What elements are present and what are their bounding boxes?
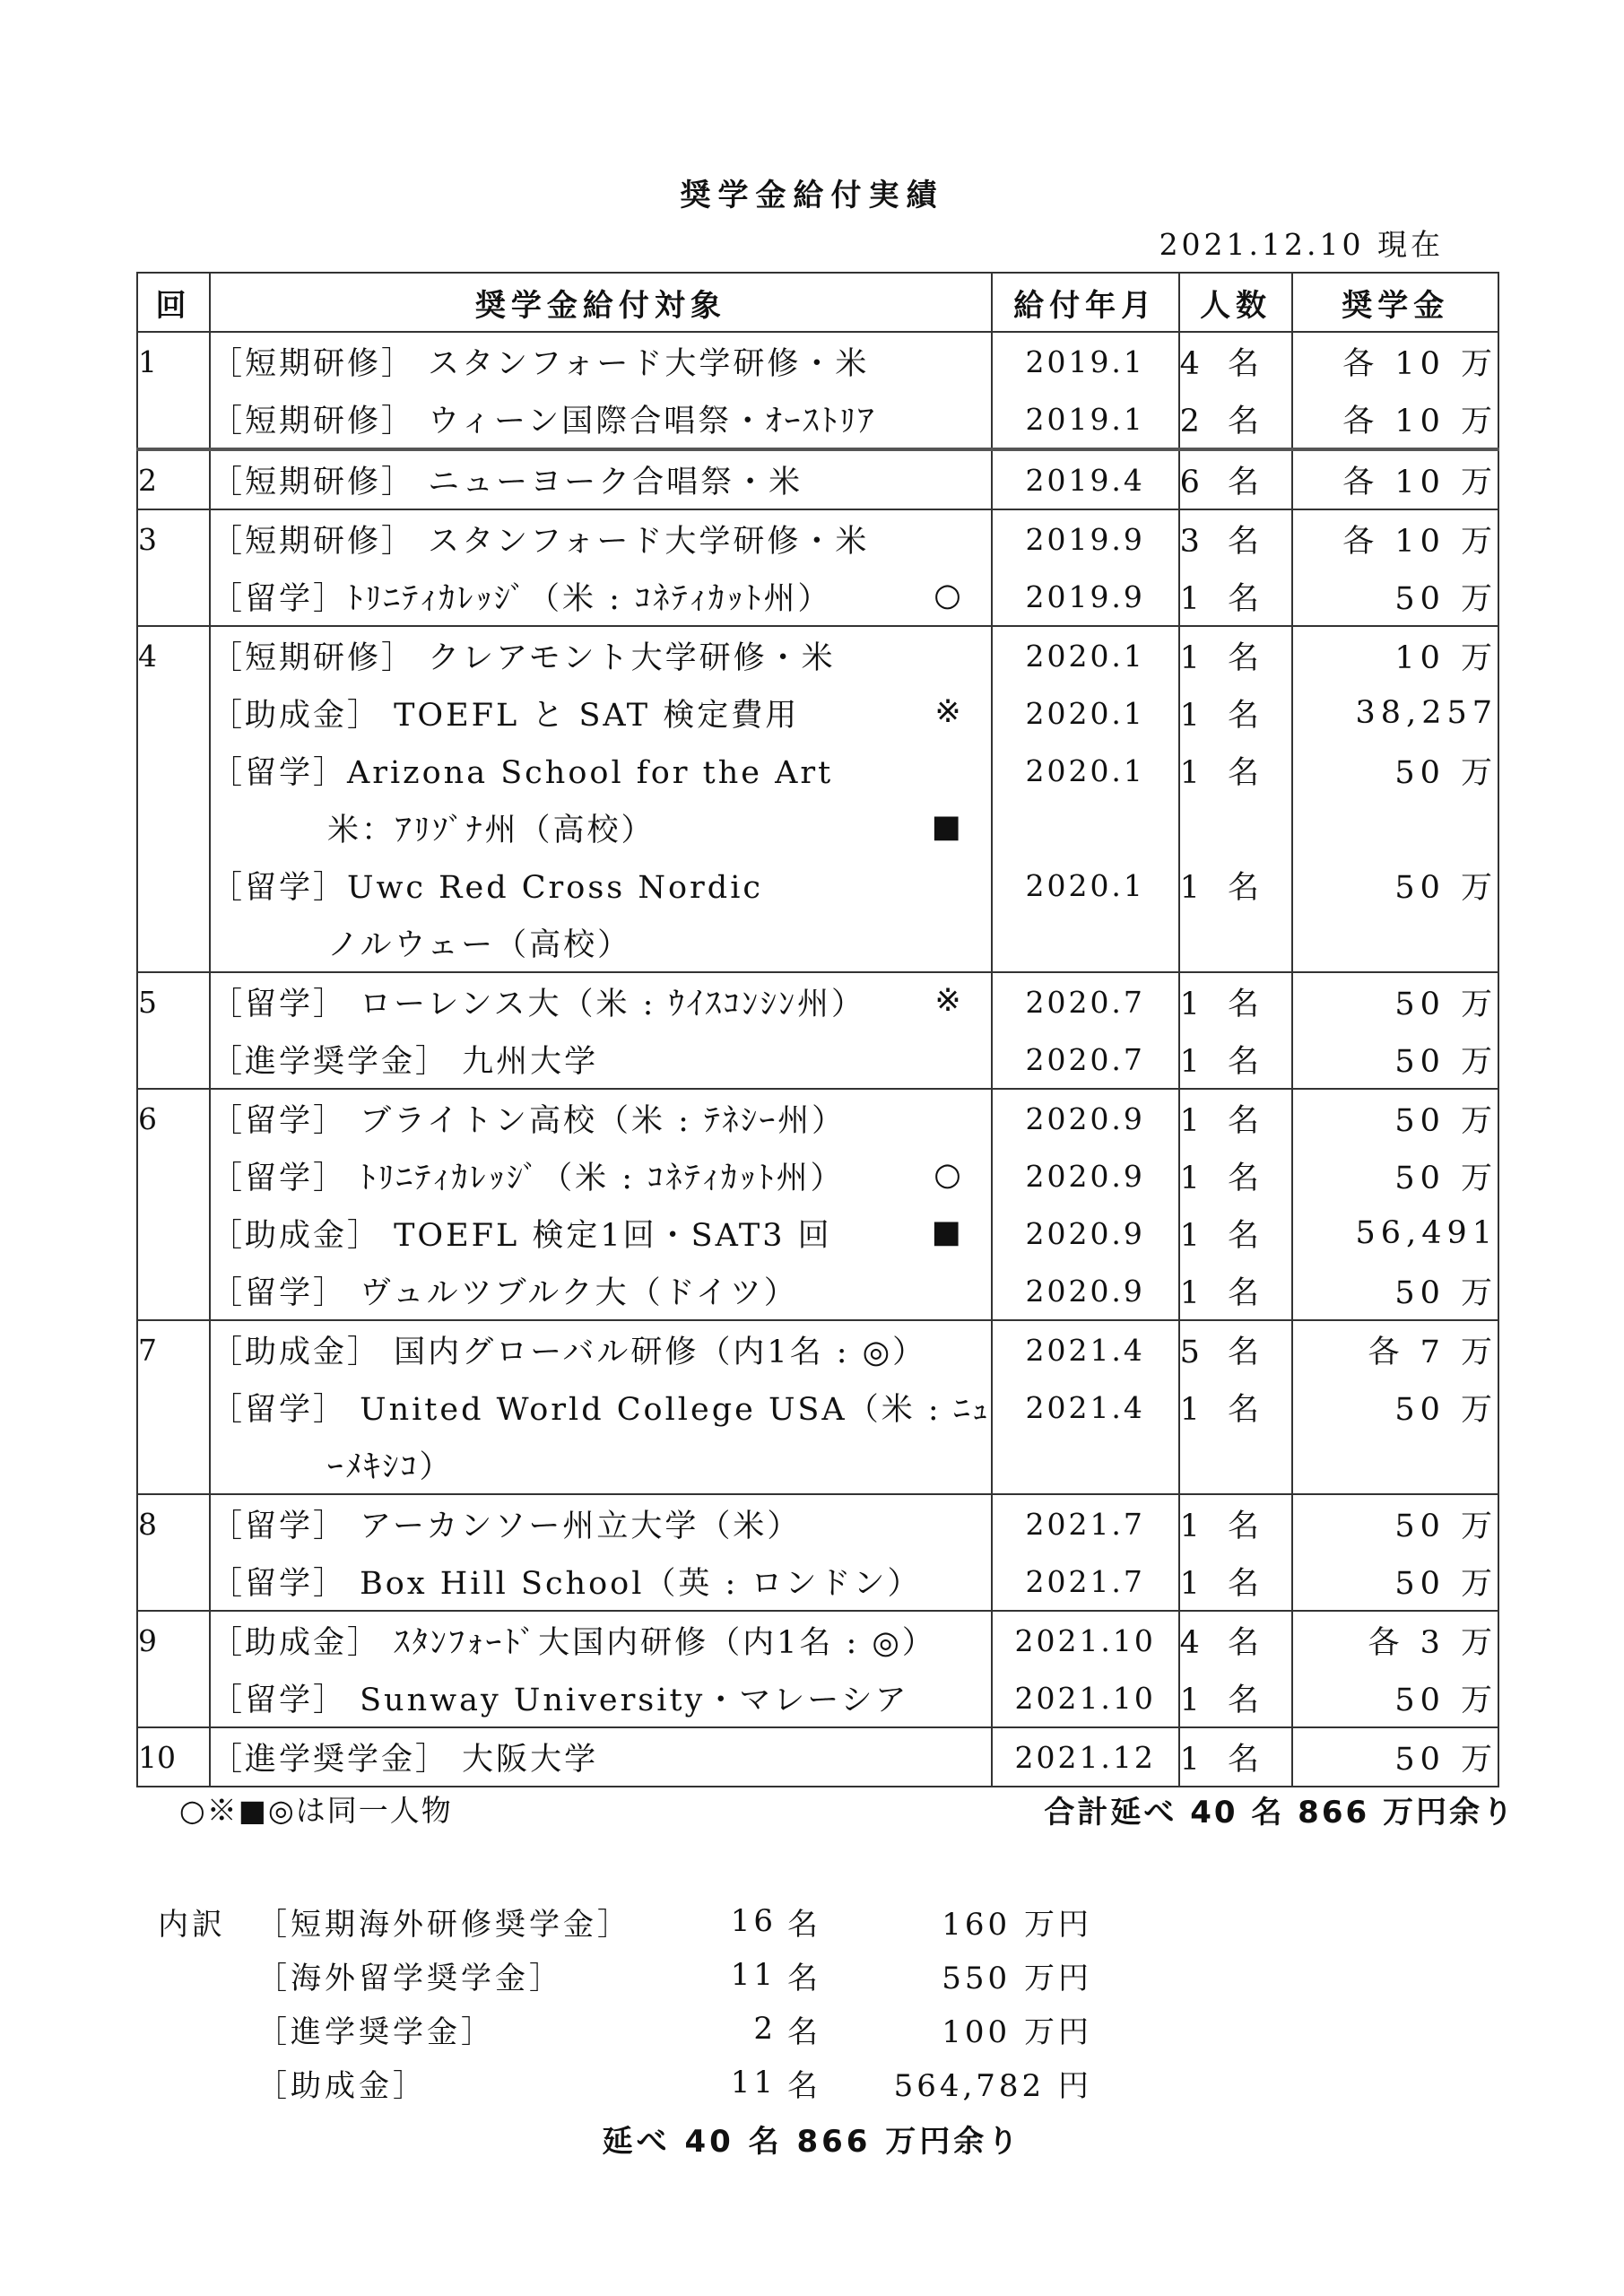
cell-subject: [210, 857, 992, 914]
cell-amount-text: 56,491: [1355, 1215, 1498, 1251]
breakdown-row: [152, 2002, 1096, 2056]
cell-people: [1179, 799, 1293, 857]
cell-no: [137, 509, 210, 568]
table-body: [137, 332, 1498, 1787]
cell-amount: [1292, 332, 1498, 390]
cell-people: [1179, 1262, 1293, 1320]
cell-no: [137, 390, 210, 449]
cell-subject-text: ［留学］ アーカンソー州立大学（米）: [210, 1509, 802, 1544]
cell-people: [1179, 1147, 1293, 1205]
cell-people-text: 1 名: [1179, 1275, 1269, 1311]
cell-no-text: 6: [138, 1100, 157, 1136]
breakdown-count: 11: [730, 1957, 777, 1993]
cell-people-text: 1 名: [1179, 1742, 1269, 1778]
cell-people: [1179, 1494, 1293, 1552]
cell-year-month: [992, 449, 1179, 509]
cell-year-month: [992, 1552, 1179, 1611]
same-person-mark: ○: [934, 1157, 964, 1194]
same-person-note: ○※■◎は同一人物: [179, 1793, 453, 1828]
table-row: [137, 626, 1498, 684]
cell-subject-text: ［留学］ Box Hill School（英 : ロンドン）: [210, 1566, 922, 1602]
cell-subject: [210, 390, 992, 449]
cell-amount: [1292, 1611, 1498, 1669]
cell-year-month-text: 2021.7: [1025, 1506, 1145, 1542]
breakdown-intro: 内訳: [158, 1906, 226, 1943]
cell-year-month-text: 2019.9: [1025, 578, 1145, 614]
breakdown-count: 16: [730, 1903, 777, 1939]
cell-people-text: 1 名: [1179, 1566, 1269, 1602]
cell-year-month: [992, 509, 1179, 568]
cell-amount: [1292, 1378, 1498, 1436]
cell-subject-text: ［留学］ ブライトン高校（米 : ﾃﾈｼｰ州）: [210, 1103, 847, 1139]
cell-people: [1179, 332, 1293, 390]
cell-year-month: [992, 972, 1179, 1031]
cell-amount: [1292, 684, 1498, 742]
cell-year-month-text: 2019.4: [1025, 462, 1145, 498]
breakdown-intro: [152, 2002, 256, 2056]
cell-amount-text: 50 万: [1394, 1566, 1498, 1602]
cell-people: [1179, 972, 1293, 1031]
header-year-month: 給付年月: [992, 273, 1179, 332]
header-people: 人数: [1179, 273, 1293, 332]
cell-amount-text: 各 10 万: [1342, 465, 1498, 500]
cell-subject-text: ［短期研修］ スタンフォード大学研修・米: [210, 524, 870, 560]
cell-no: [137, 1494, 210, 1552]
cell-people-text: 1 名: [1179, 1509, 1269, 1544]
table-row: [137, 972, 1498, 1031]
cell-amount: [1292, 509, 1498, 568]
table-row: [137, 568, 1498, 626]
cell-amount-text: 50 万: [1394, 987, 1498, 1022]
same-person-mark: ※: [934, 983, 964, 1020]
cell-no: [137, 972, 210, 1031]
breakdown-intro: [152, 2056, 256, 2109]
breakdown-unit: 名: [787, 1906, 821, 1943]
cell-subject: [210, 1611, 992, 1669]
cell-subject-text: ［留学］Uwc Red Cross Nordic: [210, 870, 763, 906]
table-row: [137, 1611, 1498, 1669]
cell-year-month-text: 2020.9: [1025, 1273, 1145, 1309]
breakdown-unit: 名: [787, 1960, 821, 1996]
cell-no: [137, 799, 210, 857]
cell-amount: [1292, 972, 1498, 1031]
cell-no: [137, 1205, 210, 1262]
same-person-mark: ○: [934, 578, 964, 614]
cell-people: [1179, 1378, 1293, 1436]
cell-amount: [1292, 390, 1498, 449]
table-row: [137, 332, 1498, 390]
cell-amount: [1292, 1205, 1498, 1262]
cell-no-text: 4: [138, 638, 157, 674]
cell-year-month: [992, 332, 1179, 390]
cell-amount-text: 50 万: [1394, 1392, 1498, 1428]
breakdown-table: [152, 1894, 1096, 2109]
same-person-mark: ※: [934, 694, 964, 731]
cell-no-text: 9: [138, 1622, 157, 1658]
cell-subject-text: ［留学］ Sunway University・マレーシア: [210, 1683, 909, 1718]
cell-year-month-text: 2021.10: [1014, 1680, 1156, 1716]
table-row: [137, 799, 1498, 857]
cell-amount: [1292, 742, 1498, 799]
same-person-mark: ■: [931, 1214, 964, 1251]
cell-no-text: 1: [138, 344, 157, 379]
cell-subject-text: ［留学］ﾄﾘﾆﾃｨｶﾚｯｼﾞ（米 : ｺﾈﾃｨｶｯﾄ州）: [210, 581, 832, 617]
breakdown-body: [152, 1894, 1096, 2109]
cell-amount-text: 各 10 万: [1342, 346, 1498, 382]
cell-people-text: 1 名: [1179, 698, 1269, 734]
cell-amount-text: 50 万: [1394, 581, 1498, 617]
table-row: [137, 1031, 1498, 1089]
cell-subject-text: ノルウェー（高校）: [326, 927, 632, 963]
document-title: 奨学金給付実績: [680, 178, 944, 213]
table-row: [137, 1320, 1498, 1378]
cell-amount-text: 各 10 万: [1342, 404, 1498, 439]
cell-no: [137, 1669, 210, 1727]
cell-subject-text: ［短期研修］ ニューヨーク合唱祭・米: [210, 465, 803, 500]
cell-subject-text: ［助成金］ TOEFL 検定1回・SAT3 回: [210, 1218, 832, 1254]
cell-people-text: 1 名: [1179, 1218, 1269, 1254]
cell-year-month-text: 2020.9: [1025, 1100, 1145, 1136]
cell-year-month: [992, 1089, 1179, 1147]
cell-no: [137, 1552, 210, 1611]
breakdown-count: 2: [753, 2011, 777, 2047]
breakdown-row: [152, 1948, 1096, 2002]
cell-year-month-text: 2020.1: [1025, 752, 1145, 788]
table-row: [137, 1205, 1498, 1262]
cell-amount: [1292, 1669, 1498, 1727]
cell-no: [137, 449, 210, 509]
table-row: [137, 1727, 1498, 1787]
cell-year-month: [992, 1611, 1179, 1669]
breakdown-amount: 100 万円: [942, 2013, 1092, 2050]
cell-people-text: 1 名: [1179, 870, 1269, 906]
cell-people: [1179, 914, 1293, 972]
cell-amount-text: 38,257: [1355, 695, 1498, 731]
cell-amount: [1292, 1320, 1498, 1378]
cell-year-month-text: 2020.1: [1025, 867, 1145, 903]
cell-year-month: [992, 742, 1179, 799]
cell-people: [1179, 684, 1293, 742]
cell-year-month-text: 2021.7: [1025, 1563, 1145, 1599]
breakdown-category: ［短期海外研修奨学金］: [256, 1906, 631, 1943]
breakdown-amount: 564,782 円: [893, 2067, 1092, 2104]
breakdown-amount: 160 万円: [942, 1906, 1092, 1943]
table-row: [137, 742, 1498, 799]
cell-amount-text: 10 万: [1394, 640, 1498, 676]
cell-year-month: [992, 1320, 1179, 1378]
cell-people-text: 2 名: [1179, 404, 1269, 439]
cell-amount-text: 各 3 万: [1368, 1625, 1498, 1661]
cell-year-month: [992, 1147, 1179, 1205]
cell-year-month-text: 2020.9: [1025, 1158, 1145, 1194]
cell-amount: [1292, 1436, 1498, 1494]
cell-subject: [210, 1436, 992, 1494]
cell-amount-text: 50 万: [1394, 1683, 1498, 1718]
cell-year-month-text: 2020.1: [1025, 695, 1145, 731]
cell-amount-text: 50 万: [1394, 1161, 1498, 1196]
cell-year-month-text: 2021.4: [1025, 1389, 1145, 1425]
cell-no: [137, 1320, 210, 1378]
cell-no: [137, 332, 210, 390]
cell-year-month-text: 2021.4: [1025, 1332, 1145, 1368]
cell-people-text: 1 名: [1179, 987, 1269, 1022]
cell-amount: [1292, 1147, 1498, 1205]
cell-no-text: 8: [138, 1506, 157, 1542]
table-row: [137, 1669, 1498, 1727]
as-of-date: 2021.12.10 現在: [1159, 227, 1444, 262]
cell-people-text: 4 名: [1179, 346, 1269, 382]
cell-no: [137, 626, 210, 684]
cell-amount-text: 50 万: [1394, 1275, 1498, 1311]
cell-no: [137, 1147, 210, 1205]
breakdown-intro: [152, 1948, 256, 2002]
cell-year-month: [992, 1669, 1179, 1727]
cell-amount: [1292, 626, 1498, 684]
cell-year-month-text: 2020.7: [1025, 984, 1145, 1020]
cell-people-text: 1 名: [1179, 1044, 1269, 1080]
cell-year-month-text: 2020.7: [1025, 1041, 1145, 1077]
cell-no: [137, 1089, 210, 1147]
table-row: [137, 914, 1498, 972]
cell-subject: [210, 1205, 992, 1262]
table-row: [137, 1494, 1498, 1552]
cell-subject: [210, 568, 992, 626]
cell-no: [137, 914, 210, 972]
breakdown-unit: 名: [787, 2067, 821, 2104]
cell-subject: [210, 972, 992, 1031]
cell-subject-text: ［進学奨学金］ 大阪大学: [210, 1742, 599, 1778]
cell-year-month-text: 2021.12: [1014, 1739, 1156, 1775]
cell-year-month: [992, 684, 1179, 742]
cell-no: [137, 1436, 210, 1494]
cell-amount: [1292, 799, 1498, 857]
cell-people: [1179, 449, 1293, 509]
cell-subject-text: ［進学奨学金］ 九州大学: [210, 1044, 599, 1080]
cell-people-text: 1 名: [1179, 1392, 1269, 1428]
cell-people-text: 5 名: [1179, 1335, 1269, 1370]
cell-subject-text: ［留学］ ローレンス大（米 : ｳｲｽｺﾝｼﾝ州）: [210, 987, 865, 1022]
cell-people: [1179, 1031, 1293, 1089]
cell-amount-text: 各 7 万: [1368, 1335, 1498, 1370]
cell-people: [1179, 568, 1293, 626]
cell-no: [137, 1262, 210, 1320]
total-summary: 合計延べ 40 名 866 万円余り: [1044, 1795, 1515, 1831]
table-row: [137, 1378, 1498, 1436]
cell-amount: [1292, 1262, 1498, 1320]
cell-amount: [1292, 914, 1498, 972]
cell-subject-text: ［留学］ ヴュルツブルク大（ドイツ）: [210, 1275, 798, 1311]
cell-people-text: 6 名: [1179, 465, 1269, 500]
table-row: [137, 1262, 1498, 1320]
cell-year-month: [992, 1436, 1179, 1494]
cell-subject: [210, 1089, 992, 1147]
cell-subject: [210, 1669, 992, 1727]
cell-amount-text: 50 万: [1394, 1103, 1498, 1139]
cell-subject: [210, 509, 992, 568]
cell-subject-text: ［短期研修］ クレアモント大学研修・米: [210, 640, 836, 676]
cell-no-text: 3: [138, 521, 157, 557]
cell-amount: [1292, 1727, 1498, 1787]
cell-year-month: [992, 1378, 1179, 1436]
cell-subject-text: ［助成金］ TOEFL と SAT 検定費用: [210, 698, 800, 734]
cell-year-month-text: 2020.9: [1025, 1215, 1145, 1251]
cell-year-month: [992, 390, 1179, 449]
cell-subject: [210, 626, 992, 684]
cell-subject-text: 米：ｱﾘｿﾞﾅ州（高校）: [326, 813, 656, 848]
table-row: [137, 1147, 1498, 1205]
same-person-mark: ■: [931, 809, 964, 846]
table-row: [137, 857, 1498, 914]
cell-subject: [210, 449, 992, 509]
cell-subject-text: ［助成金］ 国内グローバル研修（内1名 : ◎）: [210, 1335, 927, 1370]
cell-people: [1179, 1552, 1293, 1611]
cell-subject-text: ［短期研修］ スタンフォード大学研修・米: [210, 346, 870, 382]
cell-year-month-text: 2019.1: [1025, 401, 1145, 437]
cell-year-month: [992, 914, 1179, 972]
cell-year-month: [992, 1205, 1179, 1262]
cell-people: [1179, 1205, 1293, 1262]
cell-amount-text: 各 10 万: [1342, 524, 1498, 560]
cell-subject: [210, 1031, 992, 1089]
cell-people: [1179, 1727, 1293, 1787]
cell-no: [137, 1727, 210, 1787]
cell-subject: [210, 914, 992, 972]
cell-people-text: 1 名: [1179, 755, 1269, 791]
cell-year-month-text: 2019.1: [1025, 344, 1145, 379]
cell-amount: [1292, 1494, 1498, 1552]
cell-subject: [210, 742, 992, 799]
cell-people: [1179, 857, 1293, 914]
breakdown-category: ［海外留学奨学金］: [256, 1960, 563, 1996]
cell-no: [137, 1031, 210, 1089]
cell-amount: [1292, 1552, 1498, 1611]
breakdown-row: [152, 2056, 1096, 2109]
cell-people-text: 1 名: [1179, 1683, 1269, 1718]
cell-year-month: [992, 799, 1179, 857]
cell-people-text: 1 名: [1179, 581, 1269, 617]
cell-amount: [1292, 449, 1498, 509]
cell-no-text: 5: [138, 984, 157, 1020]
cell-people-text: 4 名: [1179, 1625, 1269, 1661]
cell-amount-text: 50 万: [1394, 1509, 1498, 1544]
breakdown-unit: 名: [787, 2013, 821, 2050]
cell-no-text: 2: [138, 462, 157, 498]
cell-subject: [210, 1552, 992, 1611]
cell-subject: [210, 1147, 992, 1205]
cell-amount: [1292, 857, 1498, 914]
cell-people: [1179, 509, 1293, 568]
cell-amount: [1292, 568, 1498, 626]
cell-people: [1179, 1089, 1293, 1147]
cell-amount-text: 50 万: [1394, 1044, 1498, 1080]
header-subject: 奨学金給付対象: [210, 273, 992, 332]
table-header-row: [137, 273, 1498, 332]
cell-subject: [210, 684, 992, 742]
table-row: [137, 1436, 1498, 1494]
cell-subject: [210, 1262, 992, 1320]
cell-amount: [1292, 1089, 1498, 1147]
cell-subject: [210, 1727, 992, 1787]
cell-year-month: [992, 626, 1179, 684]
cell-year-month: [992, 1031, 1179, 1089]
cell-no-text: 7: [138, 1332, 157, 1368]
table-row: [137, 509, 1498, 568]
cell-amount-text: 50 万: [1394, 870, 1498, 906]
cell-subject: [210, 1320, 992, 1378]
cell-no: [137, 742, 210, 799]
cell-people: [1179, 742, 1293, 799]
cell-year-month: [992, 568, 1179, 626]
cell-year-month-text: 2021.10: [1014, 1622, 1156, 1658]
grand-total: 延べ 40 名 866 万円余り: [602, 2124, 1022, 2160]
breakdown-row: [152, 1894, 1096, 1948]
cell-no: [137, 568, 210, 626]
table-row: [137, 684, 1498, 742]
cell-amount: [1292, 1031, 1498, 1089]
cell-year-month: [992, 1262, 1179, 1320]
header-amount: 奨学金: [1292, 273, 1498, 332]
breakdown-count: 11: [730, 2065, 777, 2100]
cell-people: [1179, 626, 1293, 684]
cell-people: [1179, 1669, 1293, 1727]
cell-subject-text: ［留学］ ﾄﾘﾆﾃｨｶﾚｯｼﾞ（米 : ｺﾈﾃｨｶｯﾄ州）: [210, 1161, 845, 1196]
cell-subject: [210, 799, 992, 857]
cell-no-text: 10: [138, 1739, 176, 1775]
cell-people: [1179, 1320, 1293, 1378]
breakdown-category: ［進学奨学金］: [256, 2013, 495, 2050]
cell-people: [1179, 390, 1293, 449]
cell-subject-text: ［留学］Arizona School for the Art: [210, 755, 834, 791]
table-row: [137, 449, 1498, 509]
cell-subject-text: ［短期研修］ ウィーン国際合唱祭・ｵｰｽﾄﾘｱ: [210, 404, 877, 439]
breakdown-category: ［助成金］: [256, 2067, 427, 2104]
cell-year-month-text: 2019.9: [1025, 521, 1145, 557]
cell-people-text: 1 名: [1179, 1161, 1269, 1196]
cell-subject: [210, 1494, 992, 1552]
header-no: 回: [137, 273, 210, 332]
cell-subject-text: ［助成金］ ｽﾀﾝﾌｫｰﾄﾞ大国内研修（内1名 : ◎）: [210, 1625, 936, 1661]
cell-subject-text: ［留学］ United World College USA（米 : ﾆｭ: [210, 1392, 991, 1428]
cell-year-month: [992, 1494, 1179, 1552]
cell-no: [137, 1378, 210, 1436]
table-row: [137, 1552, 1498, 1611]
breakdown-amount: 550 万円: [942, 1960, 1092, 1996]
cell-people-text: 1 名: [1179, 1103, 1269, 1139]
cell-subject-text: ｰﾒｷｼｺ）: [326, 1449, 454, 1485]
cell-no: [137, 1611, 210, 1669]
cell-year-month: [992, 1727, 1179, 1787]
table-row: [137, 1089, 1498, 1147]
cell-subject: [210, 332, 992, 390]
cell-year-month-text: 2020.1: [1025, 638, 1145, 674]
scholarship-table: [136, 272, 1499, 1787]
cell-subject: [210, 1378, 992, 1436]
cell-people: [1179, 1436, 1293, 1494]
cell-year-month: [992, 857, 1179, 914]
cell-amount-text: 50 万: [1394, 1742, 1498, 1778]
table-row: [137, 390, 1498, 449]
cell-people-text: 1 名: [1179, 640, 1269, 676]
cell-amount-text: 50 万: [1394, 755, 1498, 791]
cell-no: [137, 684, 210, 742]
cell-no: [137, 857, 210, 914]
cell-people-text: 3 名: [1179, 524, 1269, 560]
cell-people: [1179, 1611, 1293, 1669]
